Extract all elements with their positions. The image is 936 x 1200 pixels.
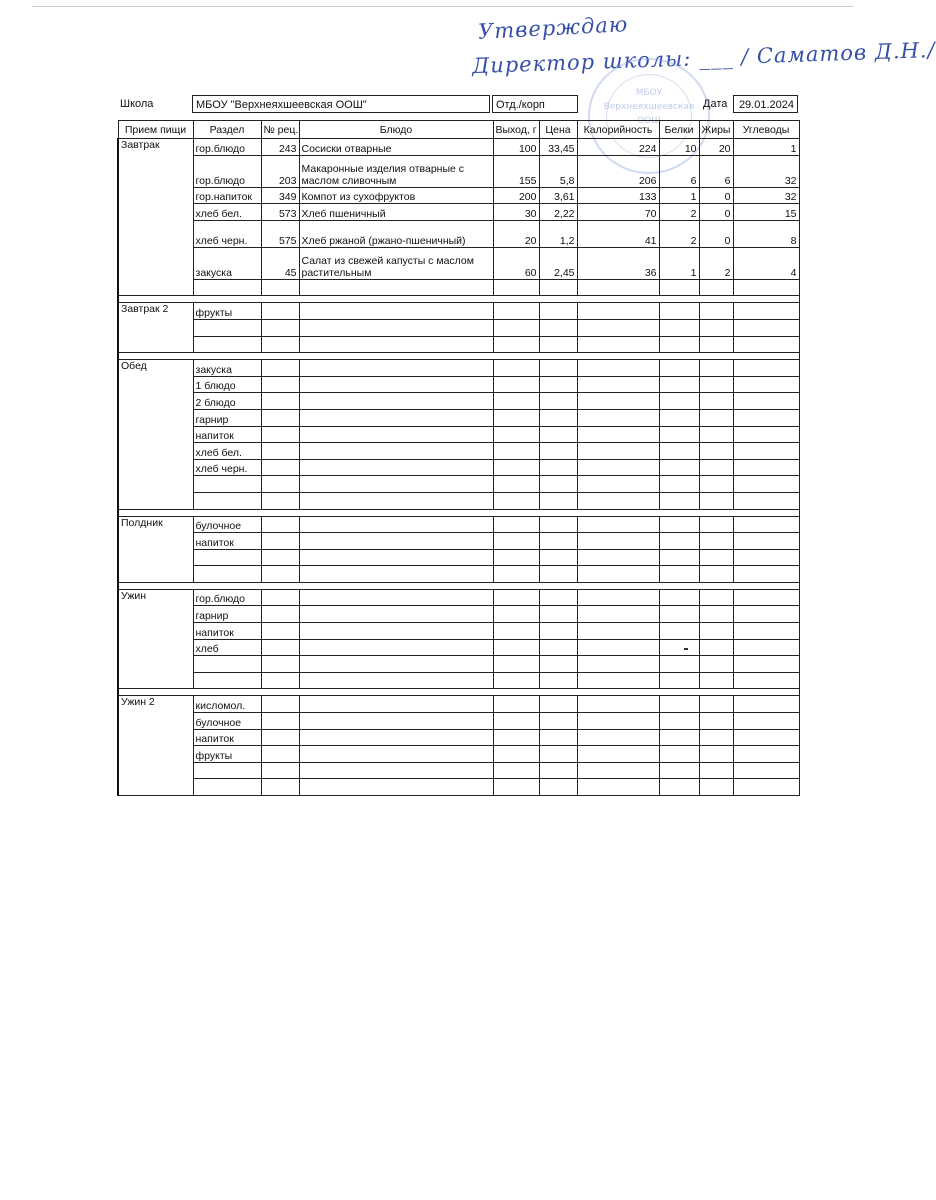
section-cell: закуска (193, 360, 261, 377)
table-row (118, 606, 799, 623)
dish-cell: Компот из сухофруктов (299, 187, 493, 204)
table-row (118, 516, 799, 533)
yield-cell: 30 (493, 204, 539, 221)
protein-cell: 2 (659, 204, 699, 221)
dish-cell: Макаронные изделия отварные с маслом сливочным (299, 155, 493, 187)
meal-name-dinner: Ужин (118, 589, 193, 689)
section-cell: гор.блюдо (193, 589, 261, 606)
meal-separator (118, 509, 799, 516)
table-row (118, 247, 799, 279)
protein-cell: 6 (659, 155, 699, 187)
fat-cell: 0 (699, 204, 733, 221)
section-cell: закуска (193, 247, 261, 279)
col-header-section: Раздел (193, 121, 261, 139)
carbs-cell: 8 (733, 220, 799, 247)
table-row (118, 549, 799, 566)
table-row (118, 762, 799, 779)
table-row (118, 155, 799, 187)
section-cell: напиток (193, 623, 261, 640)
carbs-cell: 1 (733, 139, 799, 156)
table-row (118, 566, 799, 583)
meal-separator (118, 296, 799, 303)
col-header-recipe: № рец. (261, 121, 299, 139)
meal-name-snack: Полдник (118, 516, 193, 582)
table-row (118, 672, 799, 689)
table-row (118, 459, 799, 476)
dept-label: Отд./корп (492, 95, 578, 113)
section-cell: хлеб черн. (193, 459, 261, 476)
table-row (118, 443, 799, 460)
section-cell: гарнир (193, 606, 261, 623)
meal-separator (118, 353, 799, 360)
table-row (118, 303, 799, 320)
table-row (118, 476, 799, 493)
protein-cell: 10 (659, 139, 699, 156)
recipe-cell: 349 (261, 187, 299, 204)
table-row (118, 376, 799, 393)
table-row (118, 779, 799, 796)
section-cell: хлеб (193, 639, 261, 656)
section-cell: фрукты (193, 303, 261, 320)
table-row (118, 204, 799, 221)
col-header-dish: Блюдо (299, 121, 493, 139)
school-value: МБОУ "Верхнеяхшеевская ООШ" (192, 95, 490, 113)
yield-cell: 20 (493, 220, 539, 247)
table-row (118, 729, 799, 746)
yield-cell: 60 (493, 247, 539, 279)
fat-cell: 20 (699, 139, 733, 156)
table-row (118, 589, 799, 606)
scan-speck (684, 648, 688, 650)
meal-name-lunch: Обед (118, 360, 193, 509)
protein-cell: 1 (659, 187, 699, 204)
recipe-cell: 573 (261, 204, 299, 221)
carbs-cell: 4 (733, 247, 799, 279)
section-cell: гарнир (193, 409, 261, 426)
col-header-kcal: Калорийность (577, 121, 659, 139)
section-cell: напиток (193, 729, 261, 746)
recipe-cell: 575 (261, 220, 299, 247)
dish-cell: Хлеб пшеничный (299, 204, 493, 221)
section-cell: гор.блюдо (193, 155, 261, 187)
kcal-cell: 206 (577, 155, 659, 187)
kcal-cell: 36 (577, 247, 659, 279)
table-row (118, 187, 799, 204)
section-cell: напиток (193, 533, 261, 550)
col-header-fat: Жиры (699, 121, 733, 139)
price-cell: 2,45 (539, 247, 577, 279)
fat-cell: 0 (699, 220, 733, 247)
table-row (118, 639, 799, 656)
recipe-cell: 243 (261, 139, 299, 156)
stamp-text-3: ООШ (637, 116, 661, 126)
carbs-cell: 32 (733, 187, 799, 204)
stamp-text-2: Верхнеяхшеевская (603, 102, 695, 112)
col-header-protein: Белки (659, 121, 699, 139)
meal-name-dinner2: Ужин 2 (118, 696, 193, 796)
stamp-text-1: МБОУ (635, 88, 663, 98)
approval-line-1: Утверждаю (477, 12, 629, 44)
fat-cell: 2 (699, 247, 733, 279)
section-cell: 1 блюдо (193, 376, 261, 393)
section-cell: напиток (193, 426, 261, 443)
kcal-cell: 70 (577, 204, 659, 221)
approval-line-2: Директор школы: ___ / Саматов Д.Н./ (471, 37, 936, 79)
price-cell: 5,8 (539, 155, 577, 187)
table-row (118, 393, 799, 410)
section-cell: 2 блюдо (193, 393, 261, 410)
col-header-carbs: Углеводы (733, 121, 799, 139)
price-cell: 3,61 (539, 187, 577, 204)
col-header-yield: Выход, г (493, 121, 539, 139)
table-row (118, 623, 799, 640)
meal-name-breakfast2: Завтрак 2 (118, 303, 193, 353)
kcal-cell: 133 (577, 187, 659, 204)
table-row (118, 746, 799, 763)
section-cell: фрукты (193, 746, 261, 763)
table-header-row (118, 121, 799, 139)
dish-cell: Хлеб ржаной (ржано-пшеничный) (299, 220, 493, 247)
price-cell: 1,2 (539, 220, 577, 247)
school-label: Школа (120, 98, 154, 110)
table-row (118, 713, 799, 730)
price-cell: 2,22 (539, 204, 577, 221)
protein-cell: 2 (659, 220, 699, 247)
recipe-cell: 203 (261, 155, 299, 187)
col-header-meal: Прием пищи (118, 121, 193, 139)
carbs-cell: 15 (733, 204, 799, 221)
table-row (118, 426, 799, 443)
section-cell: хлеб черн. (193, 220, 261, 247)
meal-separator (118, 582, 799, 589)
table-row (118, 409, 799, 426)
meal-separator (118, 689, 799, 696)
fat-cell: 6 (699, 155, 733, 187)
table-row (118, 533, 799, 550)
section-cell: булочное (193, 713, 261, 730)
table-row (118, 319, 799, 336)
dish-cell: Сосиски отварные (299, 139, 493, 156)
menu-table (117, 120, 800, 796)
dish-cell: Салат из свежей капусты с маслом растительным (299, 247, 493, 279)
recipe-cell: 45 (261, 247, 299, 279)
section-cell: гор.блюдо (193, 139, 261, 156)
section-cell: гор.напиток (193, 187, 261, 204)
yield-cell: 155 (493, 155, 539, 187)
table-row (118, 336, 799, 353)
section-cell: булочное (193, 516, 261, 533)
meal-name-breakfast: Завтрак (118, 139, 193, 296)
section-cell: хлеб бел. (193, 443, 261, 460)
table-row (118, 696, 799, 713)
table-row (118, 220, 799, 247)
table-row (118, 492, 799, 509)
table-row (118, 139, 799, 156)
col-header-price: Цена (539, 121, 577, 139)
price-cell: 33,45 (539, 139, 577, 156)
protein-cell: 1 (659, 247, 699, 279)
carbs-cell: 32 (733, 155, 799, 187)
yield-cell: 200 (493, 187, 539, 204)
section-cell: хлеб бел. (193, 204, 261, 221)
table-row (118, 360, 799, 377)
yield-cell: 100 (493, 139, 539, 156)
kcal-cell: 224 (577, 139, 659, 156)
section-cell: кисломол. (193, 696, 261, 713)
fat-cell: 0 (699, 187, 733, 204)
table-row (118, 279, 799, 296)
scan-edge-line (32, 6, 853, 7)
kcal-cell: 41 (577, 220, 659, 247)
table-row (118, 656, 799, 673)
date-value: 29.01.2024 (733, 95, 798, 113)
date-label: Дата (703, 98, 728, 110)
